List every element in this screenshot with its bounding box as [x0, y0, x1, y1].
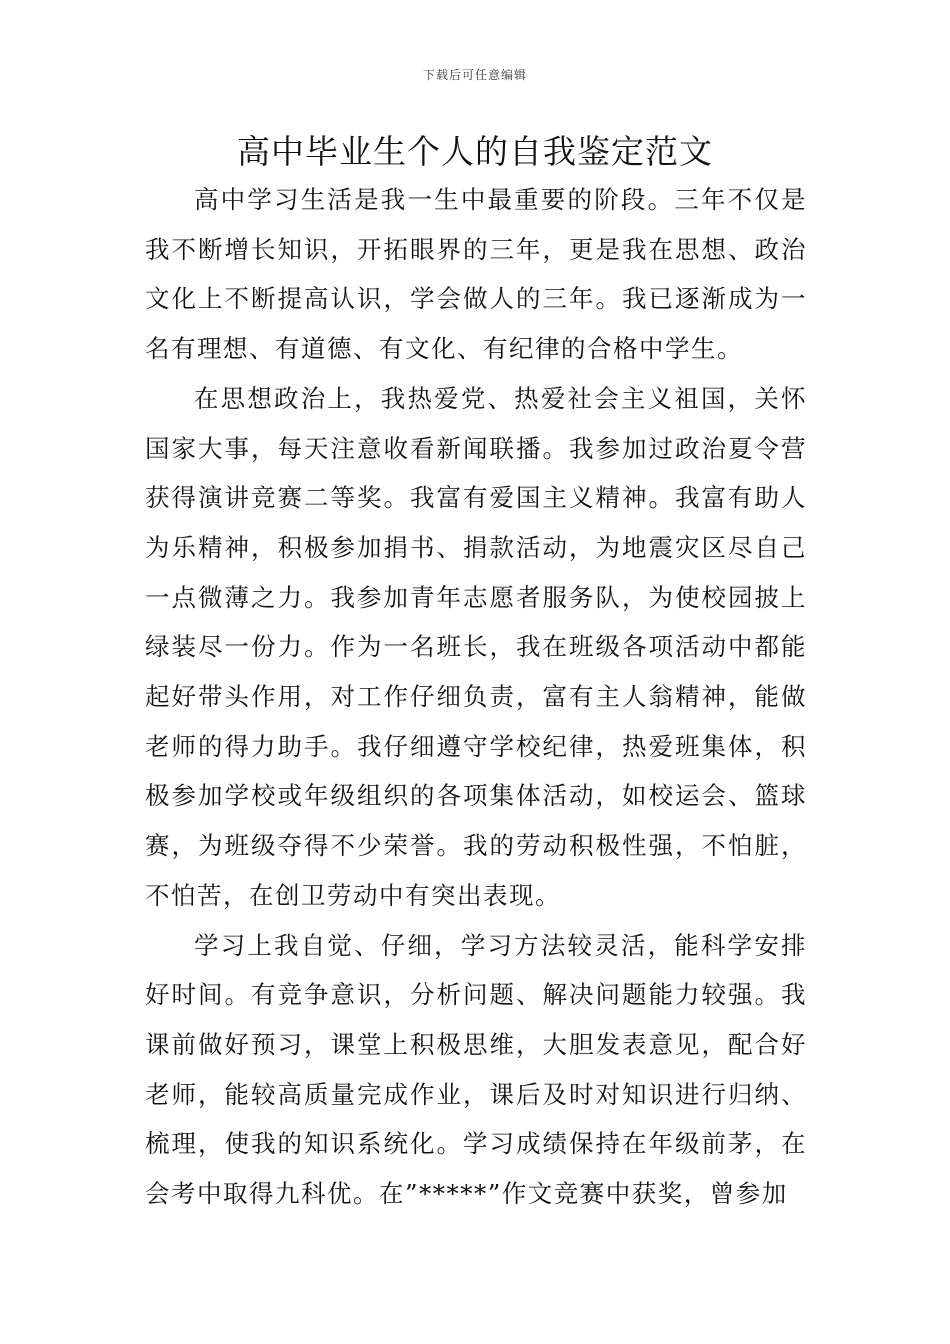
paragraph-intro: 高中学习生活是我一生中最重要的阶段。三年不仅是我不断增长知识，开拓眼界的三年，更是我在思想、政治文化上不断提高认识，学会做人的三年。我已逐渐成为一名有理想、有道德、有文化、有纪律的合格中学生。 [145, 185, 807, 364]
document-title: 高中毕业生个人的自我鉴定范文 [237, 132, 713, 171]
header-note: 下载后可任意编辑 [422, 68, 527, 82]
paragraph-politics: 在思想政治上，我热爱党、热爱社会主义祖国，关怀国家大事，每天注意收看新闻联播。我参加过政治夏令营获得演讲竞赛二等奖。我富有爱国主义精神。我富有助人为乐精神，积极参加捐书、捐款活动，为地震灾区尽自己一点微薄之力。我参加青年志愿者服务队，为使校园披上绿装尽一份力。作为一名班长，我在班级各项活动中都能起好带头作用，对工作仔细负责，富有主人翁精神，能做老师的得力助手。我仔细遵守学校纪律，热爱班集体，积极参加学校或年级组织的各项集体活动，如校运会、篮球赛，为班级夺得不少荣誉。我的劳动积极性强，不怕脏，不怕苦，在创卫劳动中有突出表现。 [145, 383, 807, 910]
paragraph-study: 学习上我自觉、仔细，学习方法较灵活，能科学安排好时间。有竞争意识，分析问题、解决问题能力较强。我课前做好预习，课堂上积极思维，大胆发表意见，配合好老师，能较高质量完成作业，课后及时对知识进行归纳、梳理，使我的知识系统化。学习成绩保持在年级前茅，在会考中取得九科优。在”*****”作文竞赛中获奖，曾参加 [145, 930, 807, 1209]
document-body [145, 175, 807, 1219]
